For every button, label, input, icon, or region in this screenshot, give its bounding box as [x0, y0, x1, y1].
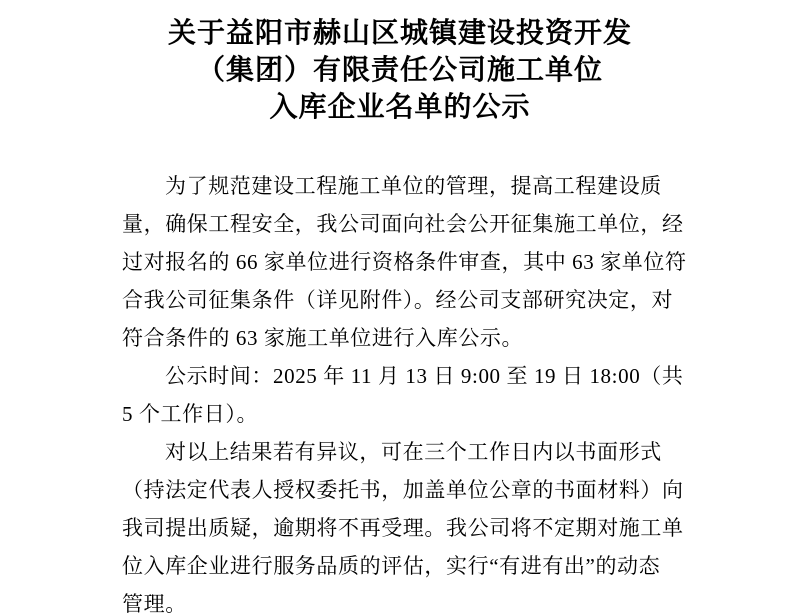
body-line: 5 个工作日）。: [122, 402, 259, 426]
body-line: 位入库企业进行服务品质的评估，实行“有进有出”的动态: [122, 554, 661, 578]
title-line-3: 入库企业名单的公示: [269, 91, 531, 122]
body-line: 为了规范建设工程施工单位的管理，提高工程建设质: [165, 174, 662, 198]
body-line: 过对报名的 66 家单位进行资格条件审查，其中 63 家单位符: [122, 250, 687, 274]
document-body: [122, 167, 688, 616]
body-line: 我司提出质疑，逾期将不再受理。我公司将不定期对施工单: [122, 516, 684, 540]
body-line: 量，确保工程安全，我公司面向社会公开征集施工单位，经: [122, 212, 684, 236]
title-line-1: 关于益阳市赫山区城镇建设投资开发: [167, 17, 632, 48]
body-line: 合我公司征集条件（详见附件）。经公司支部研究决定，对: [122, 288, 674, 312]
body-line: 符合条件的 63 家施工单位进行入库公示。: [122, 326, 524, 350]
body-line: 管理。: [122, 592, 187, 616]
title-line-2: （集团）有限责任公司施工单位: [196, 54, 603, 85]
body-line: （持法定代表人授权委托书，加盖单位公章的书面材料）向: [122, 478, 684, 502]
body-line: 公示时间：2025 年 11 月 13 日 9:00 至 19 日 18:00（共: [165, 364, 684, 388]
body-line: 对以上结果若有异议，可在三个工作日内以书面形式: [165, 440, 662, 464]
document-title: [0, 14, 800, 125]
